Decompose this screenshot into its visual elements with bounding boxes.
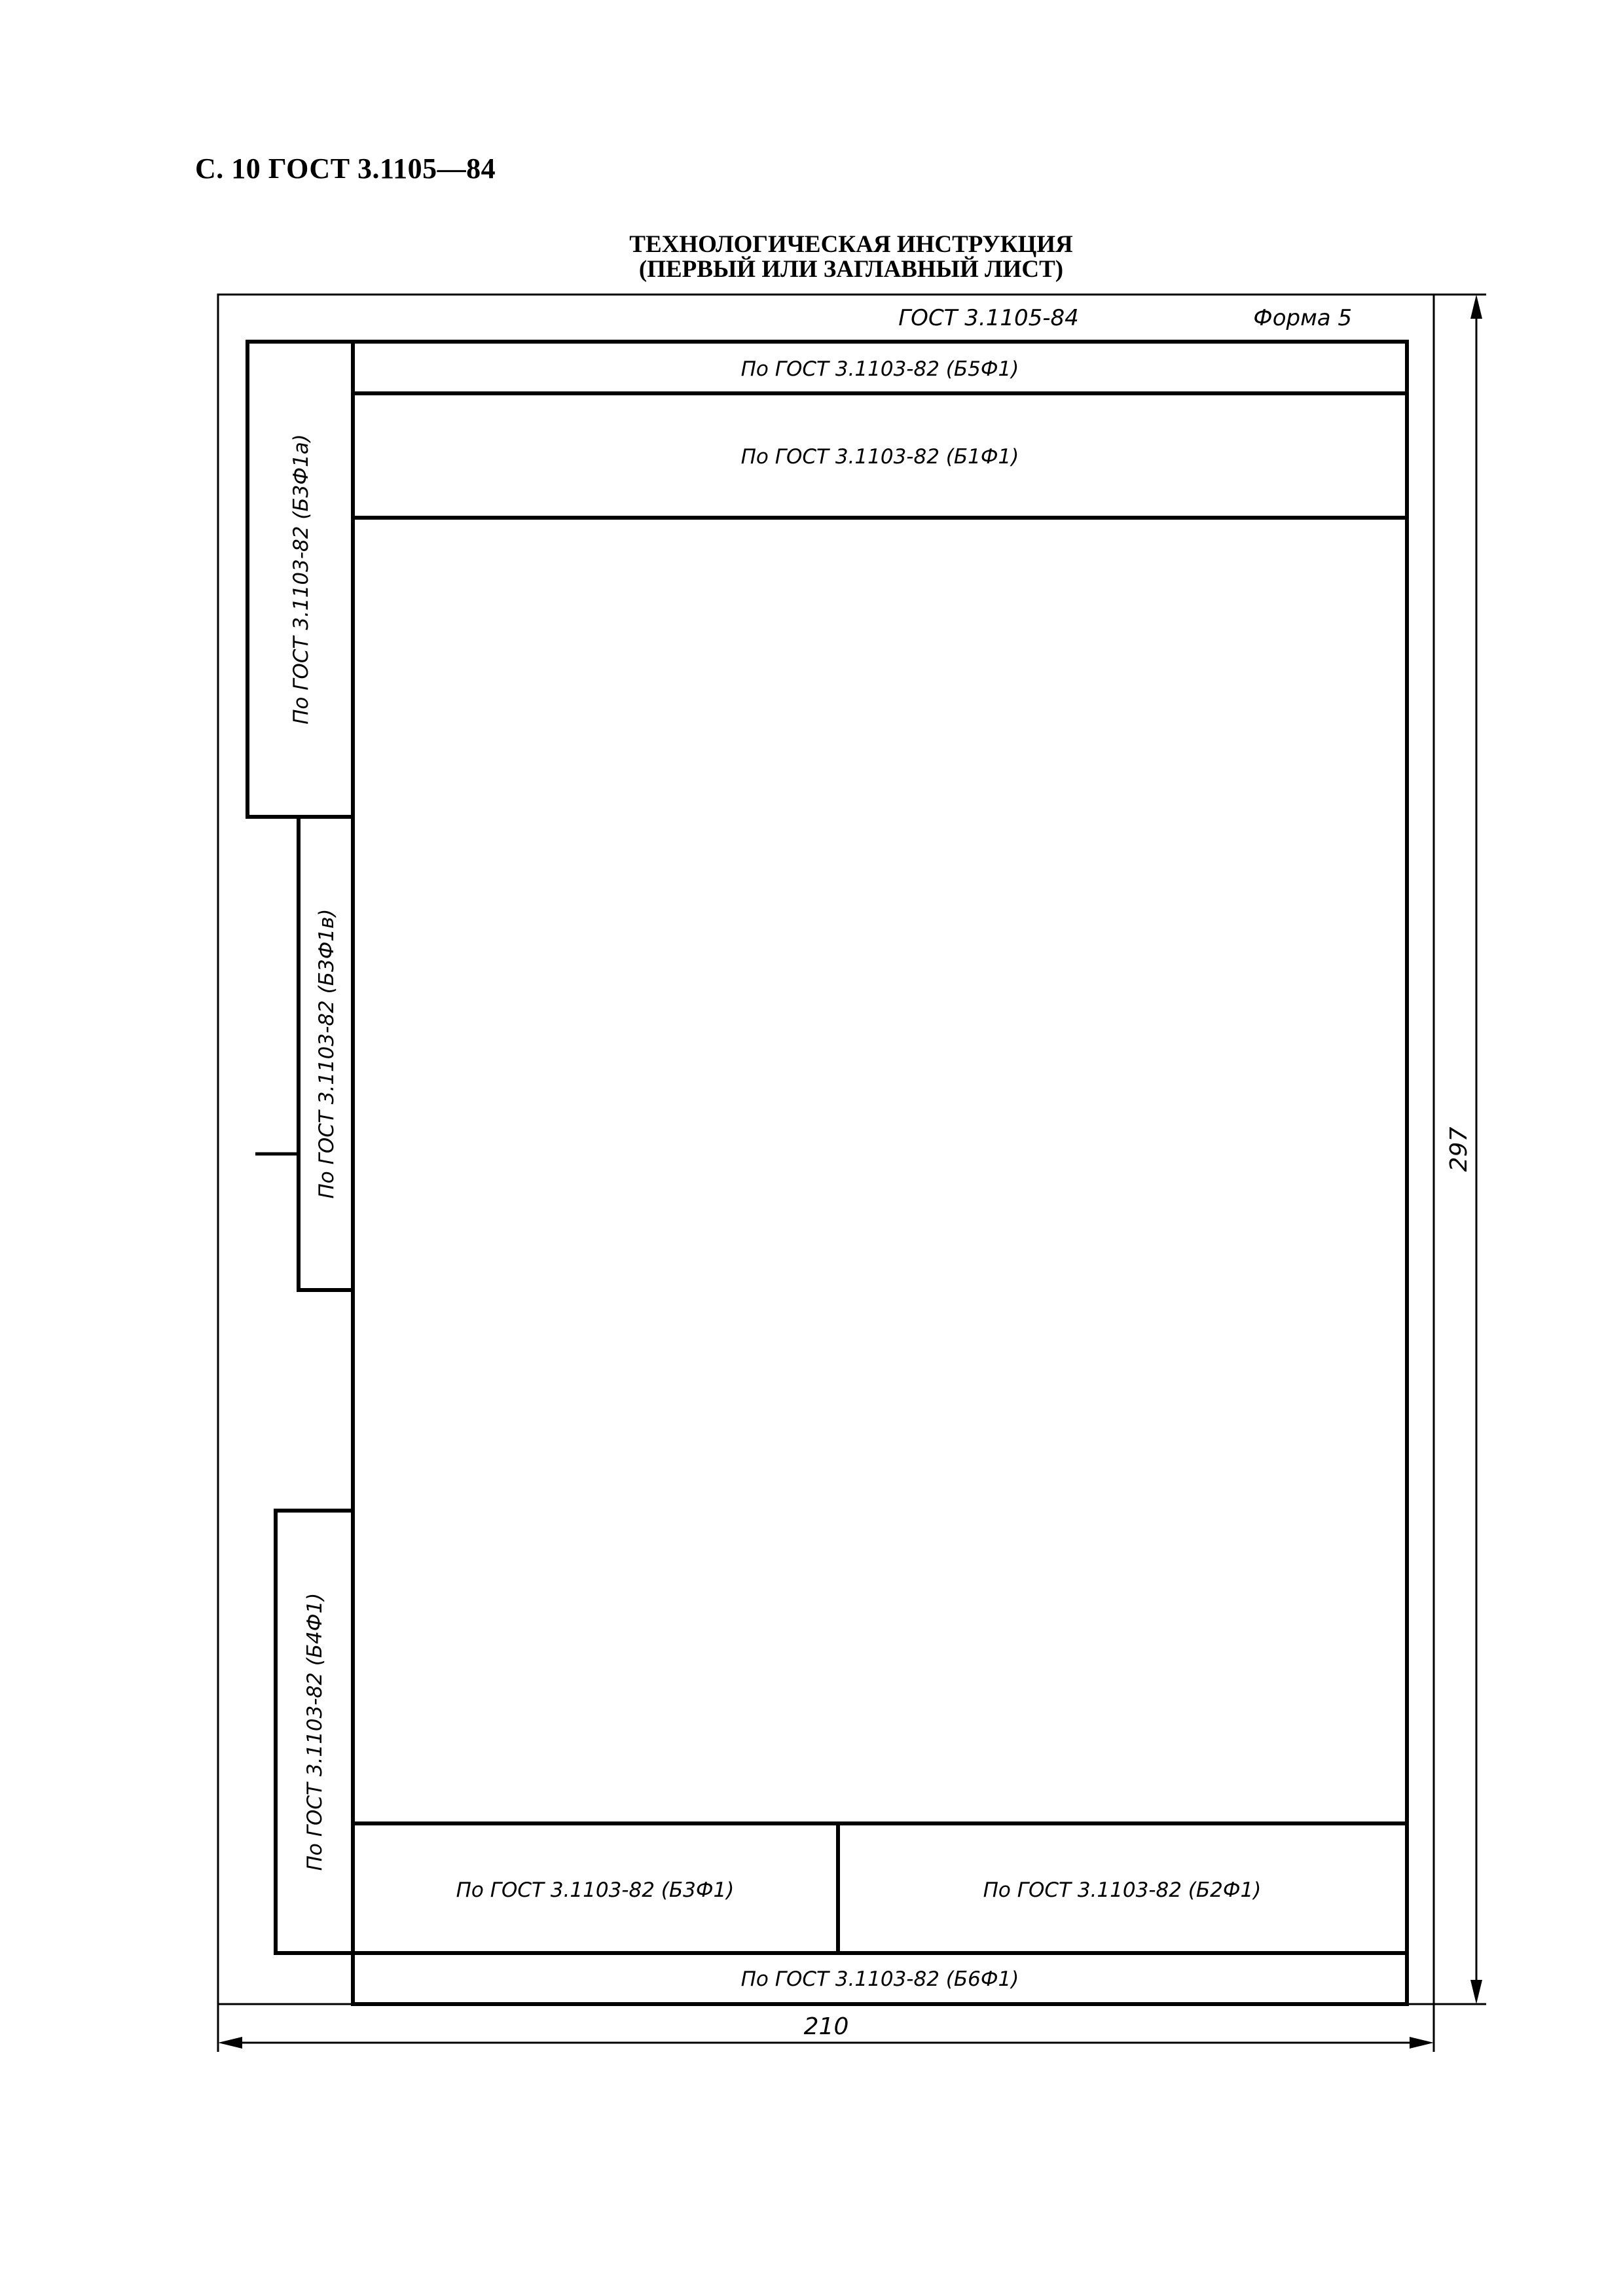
block-label-b4f1: По ГОСТ 3.1103-82 (Б4Ф1)	[303, 1592, 327, 1871]
standard-label: ГОСТ 3.1105-84	[898, 305, 1079, 331]
height-arrow-top	[1470, 295, 1482, 319]
height-dimension-value: 297	[1446, 1126, 1472, 1172]
block-label-b2f1: По ГОСТ 3.1103-82 (Б2Ф1)	[983, 1878, 1262, 1902]
page-header: С. 10 ГОСТ 3.1105—84	[195, 152, 496, 185]
form-number-label: Форма 5	[1253, 305, 1352, 331]
block-label-b3f1a: По ГОСТ 3.1103-82 (Б3Ф1а)	[289, 434, 313, 725]
block-label-b6f1: По ГОСТ 3.1103-82 (Б6Ф1)	[740, 1967, 1019, 1991]
block-label-b3f1: По ГОСТ 3.1103-82 (Б3Ф1)	[456, 1878, 735, 1902]
sheet-frame	[218, 295, 1434, 2004]
width-arrow-right	[1410, 2037, 1434, 2049]
width-dimension-value: 210	[803, 2013, 849, 2040]
height-arrow-bottom	[1470, 1980, 1482, 2004]
document-title-line-2: (ПЕРВЫЙ ИЛИ ЗАГЛАВНЫЙ ЛИСТ)	[638, 256, 1064, 283]
main-frame	[353, 342, 1407, 2004]
block-label-b1f1: По ГОСТ 3.1103-82 (Б1Ф1)	[740, 445, 1019, 469]
document-title-line-1: ТЕХНОЛОГИЧЕСКАЯ ИНСТРУКЦИЯ	[629, 231, 1073, 258]
block-label-b5f1: По ГОСТ 3.1103-82 (Б5Ф1)	[740, 357, 1019, 381]
block-label-b3f1v: По ГОСТ 3.1103-82 (Б3Ф1в)	[315, 908, 338, 1199]
width-arrow-left	[218, 2037, 242, 2049]
